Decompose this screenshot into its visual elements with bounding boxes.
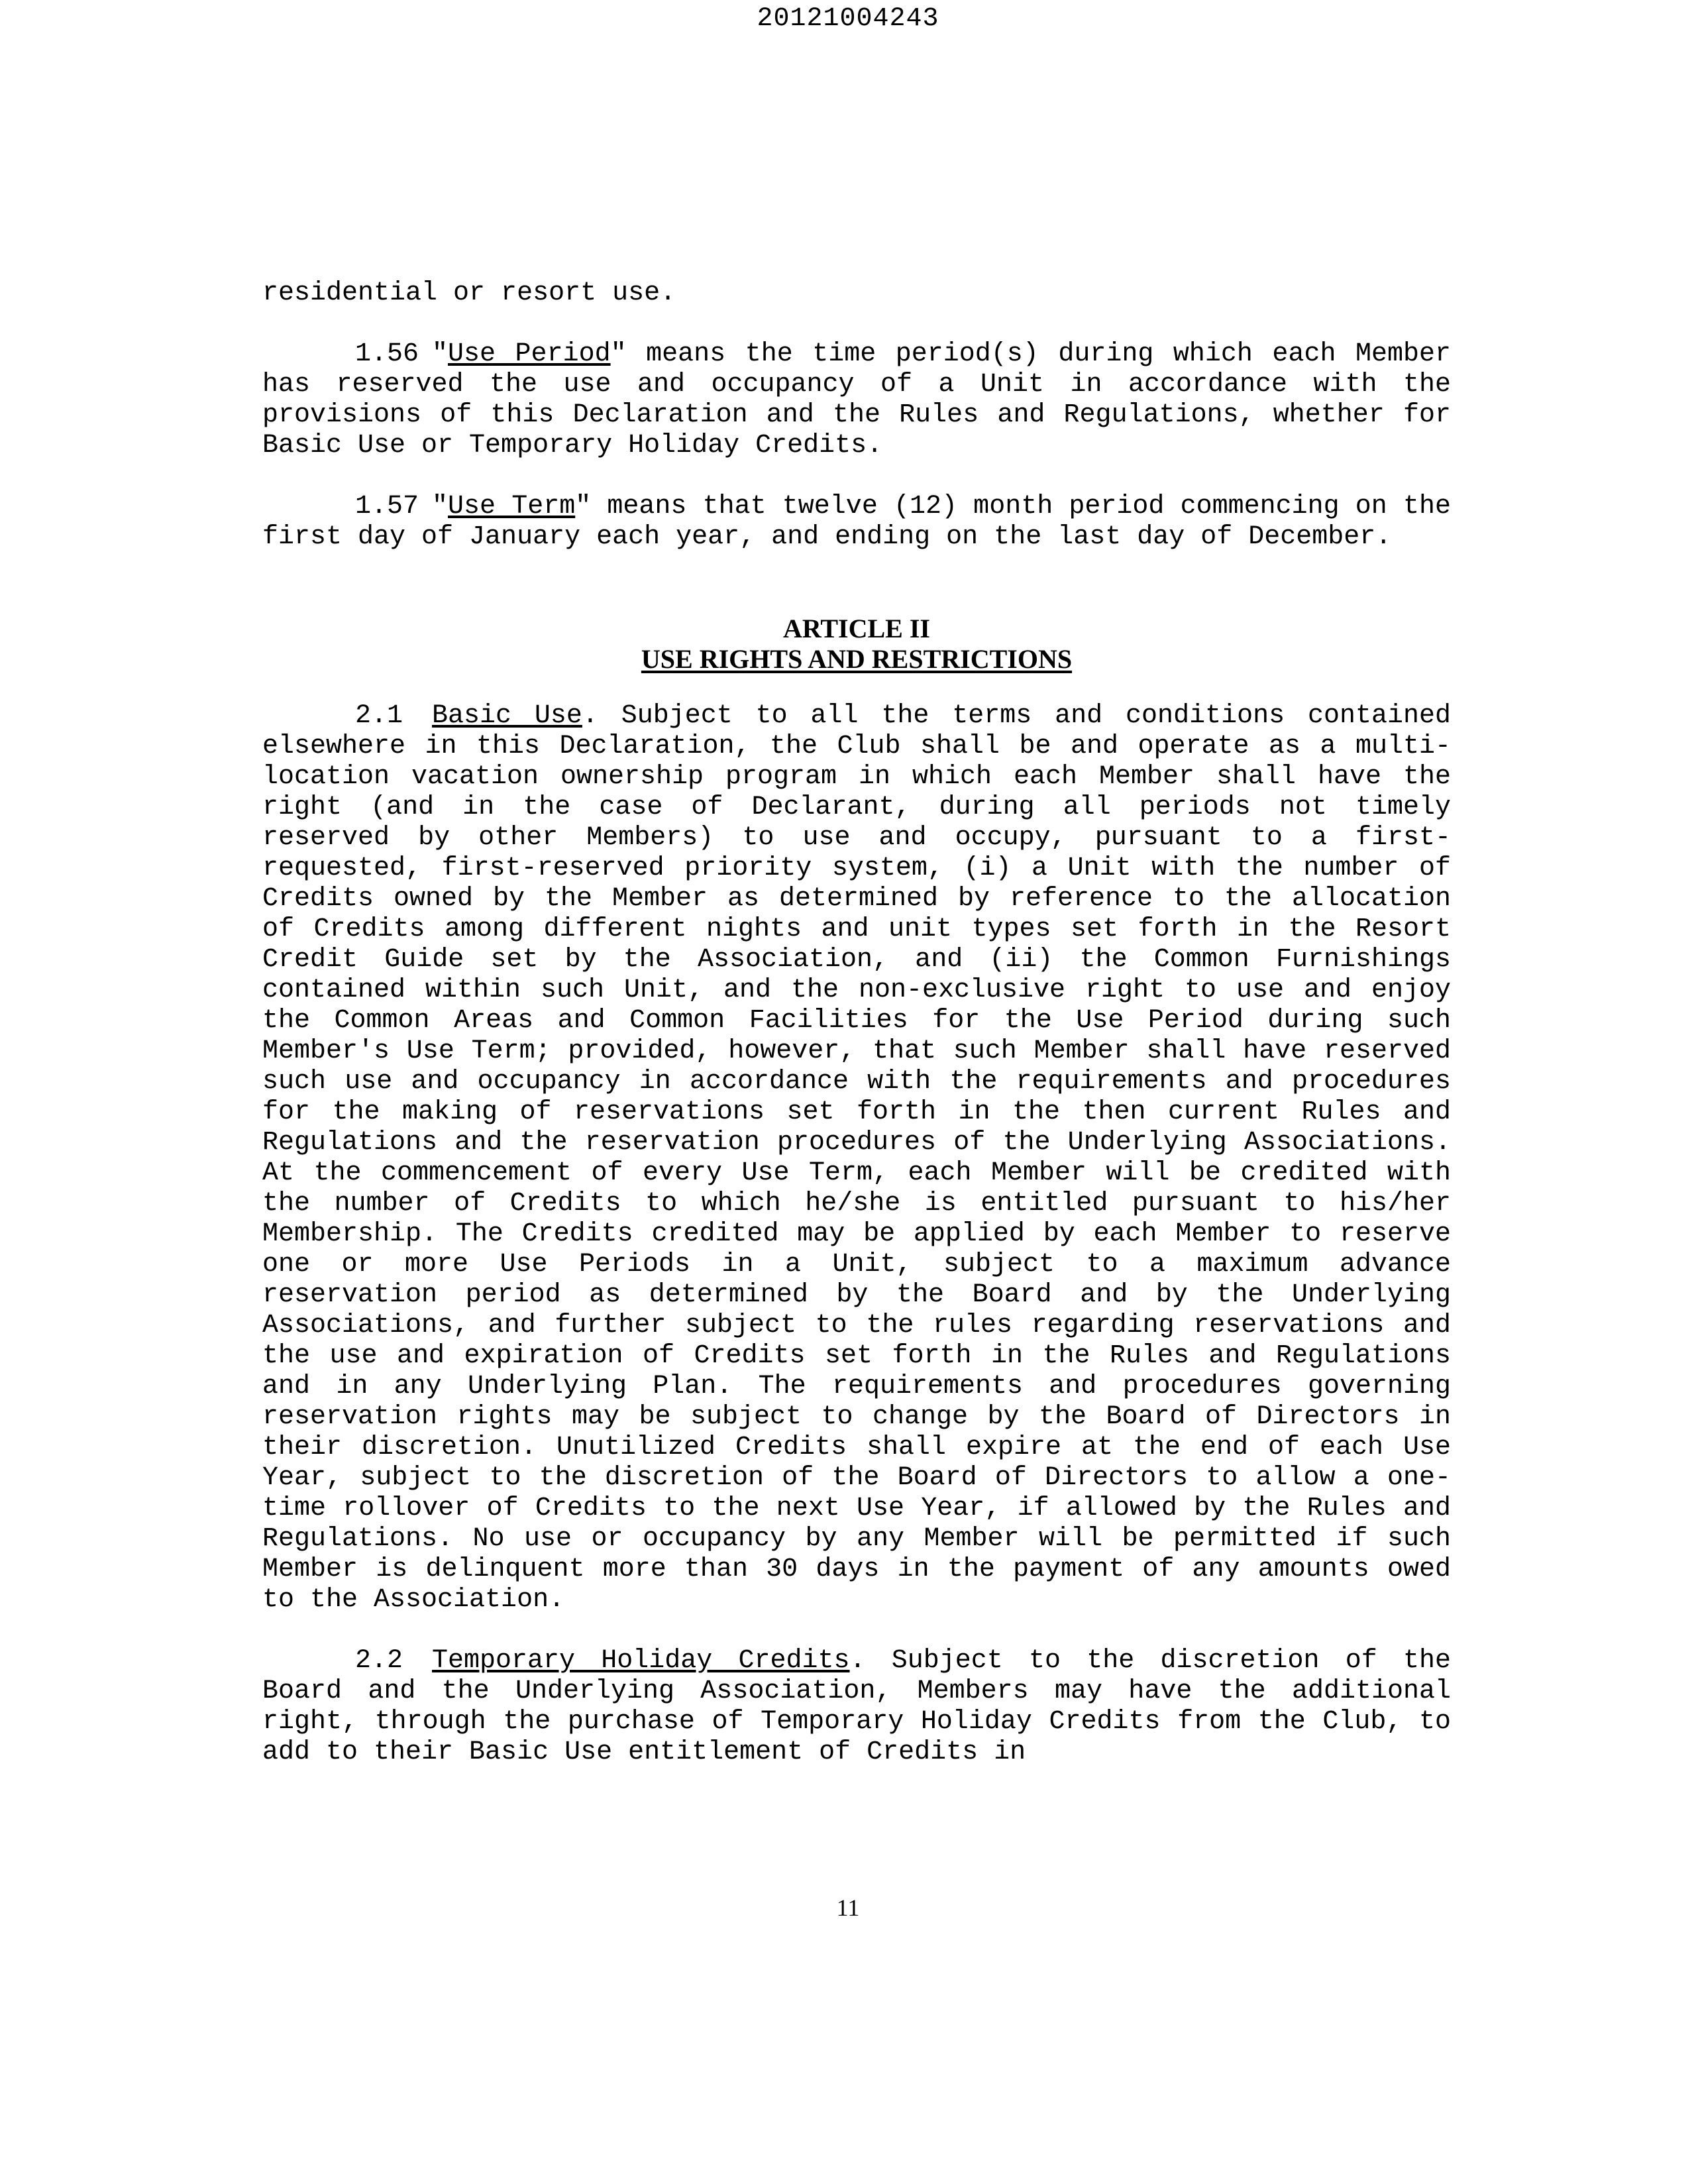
document-number: 20121004243 xyxy=(757,4,939,34)
section-1-57-term: Use Term xyxy=(448,492,576,521)
section-2-1-text: Subject to all the terms and conditions contained elsewhere in this Declaration, the Club shall be and operate as a multi-location vacation ownership program in which each Member shall have the right (and in the case of Declarant, during all periods not timely reserved by other Members) to use and occupy, pursuant to a first-requested, first-reserved priority system, (i) a Unit with the number of Credits owned by the Member as determined by reference to the allocation of Credits among different nights and unit types set forth in the Resort Credit Guide set by the Association, and (ii) the Common Furnishings contained within such Unit, and the non-exclusive right to use and enjoy the Common Areas and Common Facilities for the Use Period during such Member's Use Term; provided, however, that such Member shall have reserved such use and occupancy in accordance with the requirements and procedures for the making of reservations set forth in the then current Rules and Regulations and the reservation procedures of the Underlying Associations. At the commencement of every Use Term, each Member will be credited with the number of Credits to which he/she is entitled pursuant to his/her Membership. The Credits credited may be applied by each Member to reserve one or more Use Periods in a Unit, subject to a maximum advance reservation period as determined by the Board and by the Underlying Associations, and further subject to the rules regarding reservations and the use and expiration of Credits set forth in the Rules and Regulations and in any Underlying Plan. The requirements and procedures governing reservation rights may be subject to change by the Board of Directors in their discretion. Unutilized Credits shall expire at the end of each Use Year, subject to the discretion of the Board of Directors to allow a one-time rollover of Credits to the next Use Year, if allowed by the Rules and Regulations. No use or occupancy by any Member will be permitted if such Member is delinquent more than 30 days in the payment of any amounts owed to the Association. xyxy=(262,701,1451,1615)
article-subheading: USE RIGHTS AND RESTRICTIONS xyxy=(641,644,1073,674)
section-1-57: 1.57 "Use Term" means that twelve (12) month period commencing on the first day of January each year, and ending on the last day of December. xyxy=(262,492,1451,552)
section-1-56-term: Use Period xyxy=(448,339,611,369)
section-2-2-number: 2.2 xyxy=(355,1646,403,1676)
section-1-56-text: means the time period(s) during which each Member has reserved the use and occupancy of a Unit in accordance with the provisions of this Declaration and the Rules and Regulations, whether for Basic Use or Temporary Holiday Credits. xyxy=(262,339,1452,461)
section-2-1-number: 2.1 xyxy=(355,701,403,731)
page-number: 11 xyxy=(836,1894,860,1921)
section-2-2: 2.2 Temporary Holiday Credits. Subject to the discretion of the Board and the Underlying Association, Members may have the additional right, through the purchase of Temporary Holiday Credits from the Club, to add to their Basic Use entitlement of Credits in xyxy=(262,1646,1451,1767)
continuation-paragraph xyxy=(262,278,1451,309)
section-2-1-title: Basic Use xyxy=(432,701,582,731)
section-1-57-number: 1.57 xyxy=(355,492,419,521)
document-body xyxy=(262,278,1451,1798)
section-2-2-text: Subject to the discretion of the Board and the Underlying Association, Members may have the additional right, through the purchase of Temporary Holiday Credits from the Club, to add to their Basic Use entitlement of Credits in xyxy=(262,1646,1451,1767)
continuation-text: residential or resort use. xyxy=(262,278,676,308)
section-1-57-text: means that twelve (12) month period commencing on the first day of January each year, and ending on the last day of December. xyxy=(262,492,1451,552)
section-1-56-number: 1.56 xyxy=(355,339,419,369)
section-2-2-title: Temporary Holiday Credits xyxy=(432,1646,850,1676)
article-heading: ARTICLE II xyxy=(783,614,930,643)
section-2-1: 2.1 Basic Use. Subject to all the terms and conditions contained elsewhere in this Declaration, the Club shall be and operate as a multi-location vacation ownership program in which each Member shall have the right (and in the case of Declarant, during all periods not timely reserved by other Members) to use and occupy, pursuant to a first-requested, first-reserved priority system, (i) a Unit with the number of Credits owned by the Member as determined by reference to the allocation of Credits among different nights and unit types set forth in the Resort Credit Guide set by the Association, and (ii) the Common Furnishings contained within such Unit, and the non-exclusive right to use and enjoy the Common Areas and Common Facilities for the Use Period during such Member's Use Term; provided, however, that such Member shall have reserved such use and occupancy in accordance with the requirements and procedures for the making of reservations set forth in the then current Rules and Regulations and the reservation procedures of the Underlying Associations. At the commencement of every Use Term, each Member will be credited with the number of Credits to which he/she is entitled pursuant to his/her Membership. The Credits credited may be applied by each Member to reserve one or more Use Periods in a Unit, subject to a maximum advance reservation period as determined by the Board and by the Underlying Associations, and further subject to the rules regarding reservations and the use and expiration of Credits set forth in the Rules and Regulations and in any Underlying Plan. The requirements and procedures governing reservation rights may be subject to change by the Board of Directors in their discretion. Unutilized Credits shall expire at the end of each Use Year, subject to the discretion of the Board of Directors to allow a one-time rollover of Credits to the next Use Year, if allowed by the Rules and Regulations. No use or occupancy by any Member will be permitted if such Member is delinquent more than 30 days in the payment of any amounts owed to the Association. xyxy=(262,701,1451,1615)
section-1-56: 1.56 "Use Period" means the time period(s) during which each Member has reserved the use and occupancy of a Unit in accordance with the provisions of this Declaration and the Rules and Regulations, whether for Basic Use or Temporary Holiday Credits. xyxy=(262,339,1452,461)
article-heading-block xyxy=(262,614,1451,675)
